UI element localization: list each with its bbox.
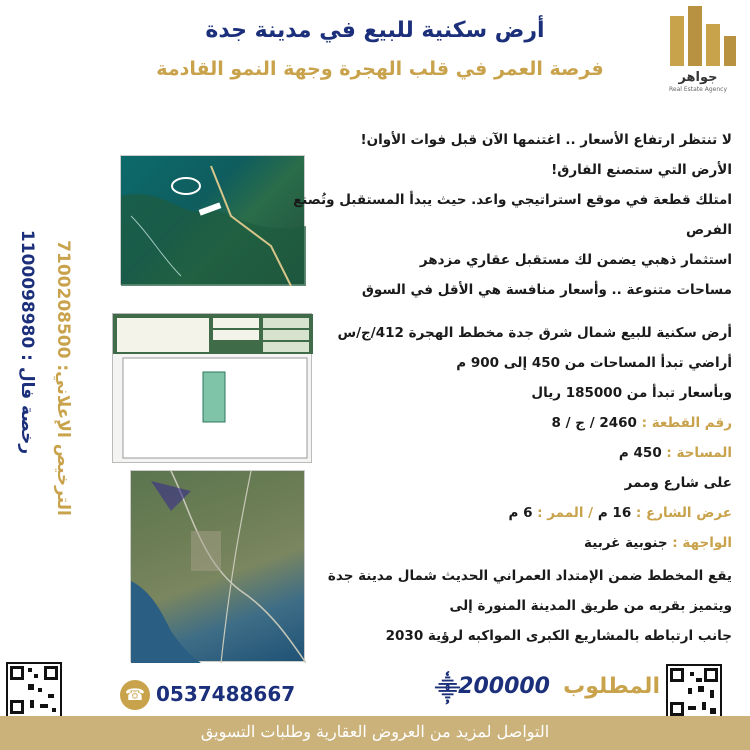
plot-plan-image [112,313,312,463]
body-line-9: وبأسعار تبدأ من 185000 ريال [531,385,732,401]
plot-number-label: رقم القطعة : [641,415,732,431]
street-width-sep: / [583,505,594,521]
qr-code-right[interactable] [666,664,722,720]
brand-tagline: Real Estate Agency [669,86,727,93]
page-subtitle: فرصة العمر في قلب الهجرة وجهة النمو القادمة [156,58,604,80]
price [420,672,660,708]
street-line: على شارع وممر [624,475,732,491]
body-line-5: استثمار ذهبي يضمن لك مستقبل عقاري مزدهر [419,252,732,268]
satellite-map-image [120,155,305,285]
street-width [312,505,732,521]
plot-number-value: 2460 / ج / 8 [551,415,642,431]
riyal-icon: ⸎ [434,675,460,703]
ad-license: الترخيص الإعلاني: 7100208500 [53,240,73,516]
body-line-2: الأرض التي ستصنع الفارق! [551,162,732,178]
body-line-4: الفرص [686,222,732,238]
price-value: 200000 [458,674,550,699]
phone-contact[interactable] [120,680,296,712]
city-map-image [130,470,305,662]
license-strip [0,110,110,660]
phone-number[interactable]: 0537488667 [156,682,296,706]
brand-name: جواهر [678,70,718,85]
area [312,445,732,461]
footer-text: التواصل لمزيد من العروض العقارية وطلبات التسويق [200,722,550,741]
body-line-3: امتلك قطعة في موقع استراتيجي واعد. حيث يبدأ المستقبل وتُصنع [293,192,732,208]
body-line-7: أرض سكنية للبيع شمال شرق جدة مخطط الهجرة 412/ج/س [337,325,732,341]
qr-code-left[interactable] [6,662,62,718]
body-line-8: أراضي تبدأ المساحات من 450 إلى 900 م [456,355,732,371]
path-width-label: الممر : [537,505,584,521]
body-line-6: مساحات متنوعة .. وأسعار منافسة هي الأقل في السوق [361,282,732,298]
closing-line-3: جانب ارتباطه بالمشاريع الكبرى المواكبه لرؤية 2030 [385,628,732,644]
body-line-1: لا تنتظر ارتفاع الأسعار .. اغتنمها الآن قبل فوات الأوان! [360,132,732,148]
price-label: المطلوب [563,674,660,699]
plot-number [312,415,732,431]
area-value: 450 م [618,445,667,461]
page-title: أرض سكنية للبيع في مدينة جدة [205,18,545,43]
phone-icon: ☎ [120,680,150,710]
facade-value: جنوبية غربية [584,535,673,551]
area-label: المساحة : [666,445,732,461]
closing-line-2: ويتميز بقربه من طريق المدينة المنورة إلى [449,598,732,614]
facade-label: الواجهة : [672,535,732,551]
street-width-value: 16 م [597,505,632,521]
closing-line-1: يقع المخطط ضمن الإمتداد العمراني الحديث شمال مدينة جدة [327,568,732,584]
facade [312,535,732,551]
path-width-value: 6 م [508,505,538,521]
fal-license: رخصة فال : 1100098980 [17,229,37,455]
street-width-label: عرض الشارع : [635,505,732,521]
footer-bar [0,716,750,750]
